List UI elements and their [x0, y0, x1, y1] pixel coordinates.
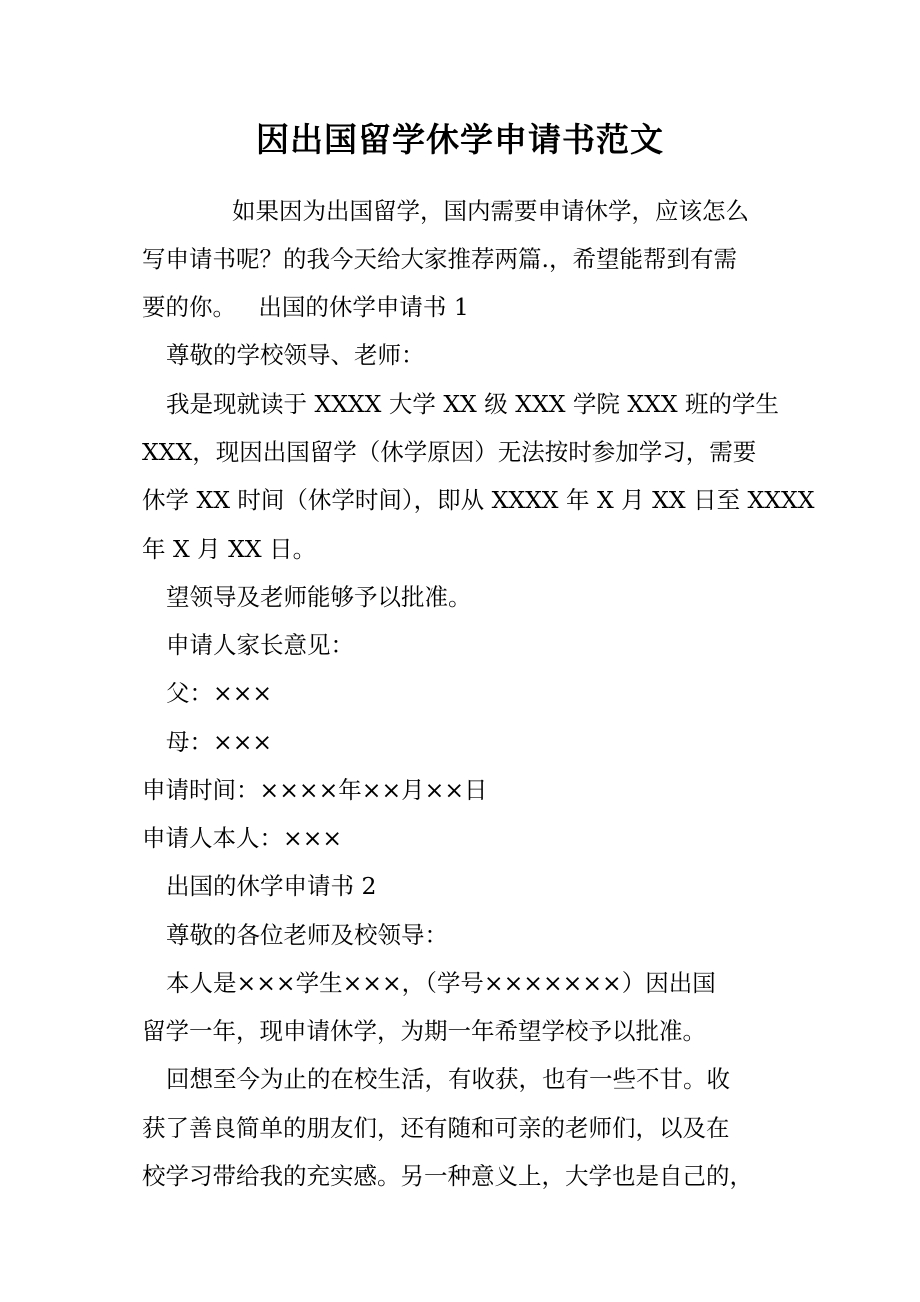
application-date: 申请时间：××××年××月××日 [142, 776, 488, 804]
letter2-line-5: 校学习带给我的充实感。另一种意义上，大学也是自己的， [142, 1162, 753, 1190]
letter1-line-4: 年 X 月 XX 日。 [142, 535, 317, 563]
father-signature: 父：××× [166, 679, 273, 707]
mother-signature: 母：××× [166, 728, 273, 756]
parent-opinion-label: 申请人家长意见： [166, 631, 354, 659]
intro-line-2: 写申请书呢？的我今天给大家推荐两篇.，希望能帮到有需 [142, 245, 737, 273]
letter2-line-3: 回想至今为止的在校生活，有收获，也有一些不甘。收 [166, 1065, 730, 1093]
letter2-line-2: 留学一年，现申请休学，为期一年希望学校予以批准。 [142, 1017, 706, 1045]
salutation-2: 尊敬的各位老师及校领导： [166, 921, 448, 949]
letter2-line-1: 本人是×××学生×××，（学号×××××××）因出国 [166, 969, 716, 997]
paragraph-line [0, 1161, 920, 1251]
document-title: 因出国留学休学申请书范文 [256, 120, 664, 159]
applicant-signature: 申请人本人：××× [142, 824, 343, 852]
letter1-line-2: XXX，现因出国留学（休学原因）无法按时参加学习，需要 [142, 438, 757, 466]
letter2-line-4: 获了善良简单的朋友们，还有随和可亲的老师们，以及在 [142, 1114, 730, 1142]
letter1-line-3: 休学 XX 时间（休学时间），即从 XXXX 年 X 月 XX 日至 XXXX [142, 486, 815, 514]
letter2-heading: 出国的休学申请书 2 [166, 872, 377, 900]
letter1-line-1: 我是现就读于 XXXX 大学 XX 级 XXX 学院 XXX 班的学生 [166, 390, 780, 418]
intro-line-1: 如果因为出国留学，国内需要申请休学，应该怎么 [232, 197, 749, 225]
salutation-1: 尊敬的学校领导、老师： [166, 341, 425, 369]
intro-line-3: 要的你。 出国的休学申请书 1 [142, 293, 469, 321]
letter1-request: 望领导及老师能够予以批准。 [166, 583, 472, 611]
